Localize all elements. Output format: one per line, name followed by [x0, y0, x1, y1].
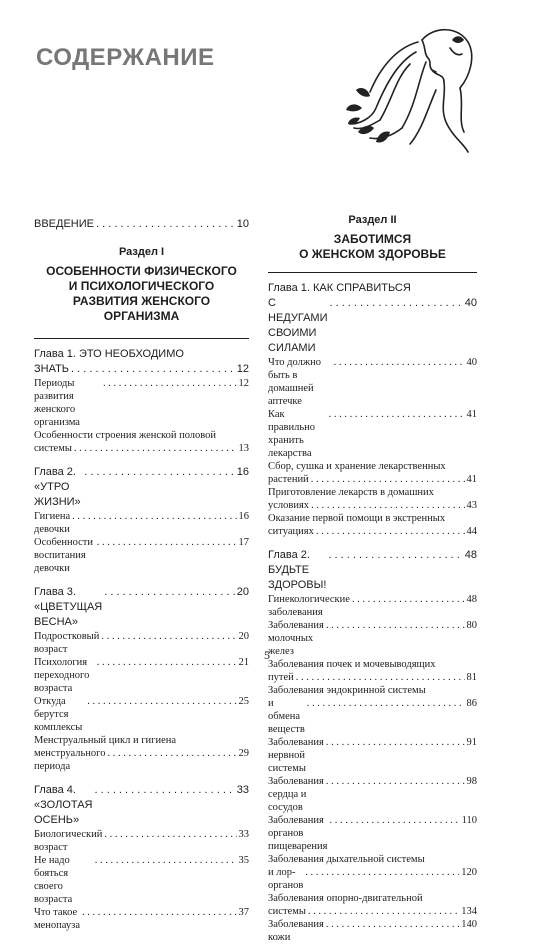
toc-entry[interactable]: Что такое менопауза . . . 37	[34, 906, 249, 932]
toc-entry[interactable]: Заболевания эндокринной системы и обмена веществ . . . 86	[268, 684, 477, 736]
right-column	[268, 214, 477, 944]
toc-entry[interactable]: Особенности воспитания девочки . . . 17	[34, 536, 249, 575]
section-label: Раздел II	[348, 214, 397, 226]
page-title: СОДЕРЖАНИЕ	[36, 44, 215, 71]
section-divider	[268, 272, 477, 273]
toc-entry[interactable]: Периоды развития женского организма . . . 12	[34, 377, 249, 429]
toc-entry[interactable]: Заболевания органов пищеварения . . . 110	[268, 814, 477, 853]
toc-entry[interactable]: Как правильно хранить лекарства . . . 41	[268, 408, 477, 460]
toc-entry[interactable]: Сбор, сушка и хранение лекарственных растений . . . 41	[268, 460, 477, 486]
toc-chapter[interactable]: Глава 4. «ЗОЛОТАЯ ОСЕНЬ» . . . 33	[34, 783, 249, 828]
left-column	[34, 214, 249, 932]
section-label: Раздел I	[118, 246, 165, 258]
toc-chapter[interactable]: Глава 2. «УТРО ЖИЗНИ» . . . 16	[34, 465, 249, 510]
toc-entry[interactable]: Заболевания опорно-двигательной системы . . . 134	[268, 892, 477, 918]
toc-entry[interactable]: Не надо бояться своего возраста . . . 35	[34, 854, 249, 906]
toc-entry[interactable]: Заболевания молочных желез . . . 80	[268, 619, 477, 658]
toc-entry[interactable]: Заболевания сердца и сосудов . . . 98	[268, 775, 477, 814]
toc-entry[interactable]: Что должно быть в домашней аптечке . . . 40	[268, 356, 477, 408]
toc-entry[interactable]: Психология переходного возраста . . . 21	[34, 656, 249, 695]
toc-entry[interactable]: Заболевания почек и мочевыводящих путей . . . 81	[268, 658, 477, 684]
section-title: ОСОБЕННОСТИ ФИЗИЧЕСКОГО И ПСИХОЛОГИЧЕСКОГО РАЗВИТИЯ ЖЕНСКОГО ОРГАНИЗМА	[46, 264, 237, 323]
toc-entry[interactable]: Приготовление лекарств в домашних условиях . . . 43	[268, 486, 477, 512]
toc-entry[interactable]: Биологический возраст . . . 33	[34, 828, 249, 854]
woman-profile-ornament-icon	[340, 12, 480, 162]
section-divider	[34, 338, 249, 339]
page-number: 5	[264, 648, 270, 662]
toc-entry[interactable]: Менструальный цикл и гигиена менструального периода . . . 29	[34, 734, 249, 773]
toc-entry[interactable]: Гинекологические заболевания . . . 48	[268, 593, 477, 619]
toc-chapter[interactable]: Глава 3. «ЦВЕТУЩАЯ ВЕСНА» . . . 20	[34, 585, 249, 630]
toc-entry[interactable]: Откуда берутся комплексы . . . 25	[34, 695, 249, 734]
toc-chapter[interactable]: Глава 1. ЭТО НЕОБХОДИМО ЗНАТЬ . . . 12	[34, 347, 249, 377]
toc-entry[interactable]: Гигиена девочки . . . 16	[34, 510, 249, 536]
section-title: ЗАБОТИМСЯ О ЖЕНСКОМ ЗДОРОВЬЕ	[299, 232, 446, 261]
toc-chapter[interactable]: Глава 1. КАК СПРАВИТЬСЯ С НЕДУГАМИ СВОИМИ СИЛАМИ . . . 40	[268, 281, 477, 356]
toc-chapter[interactable]: Глава 2. БУДЬТЕ ЗДОРОВЫ! . . . 48	[268, 548, 477, 593]
toc-entry[interactable]: Подростковый возраст . . . 20	[34, 630, 249, 656]
toc-entry[interactable]: Особенности строения женской половой системы . . . 13	[34, 429, 249, 455]
toc-intro-entry[interactable]: ВВЕДЕНИЕ . . . 10	[34, 218, 249, 230]
toc-entry[interactable]: Оказание первой помощи в экстренных ситуациях . . . 44	[268, 512, 477, 538]
toc-entry[interactable]: Заболевания нервной системы . . . 91	[268, 736, 477, 775]
toc-entry[interactable]: Заболевания кожи . . . 140	[268, 918, 477, 944]
toc-entry[interactable]: Заболевания дыхательной системы и лор-органов . . . 120	[268, 853, 477, 892]
